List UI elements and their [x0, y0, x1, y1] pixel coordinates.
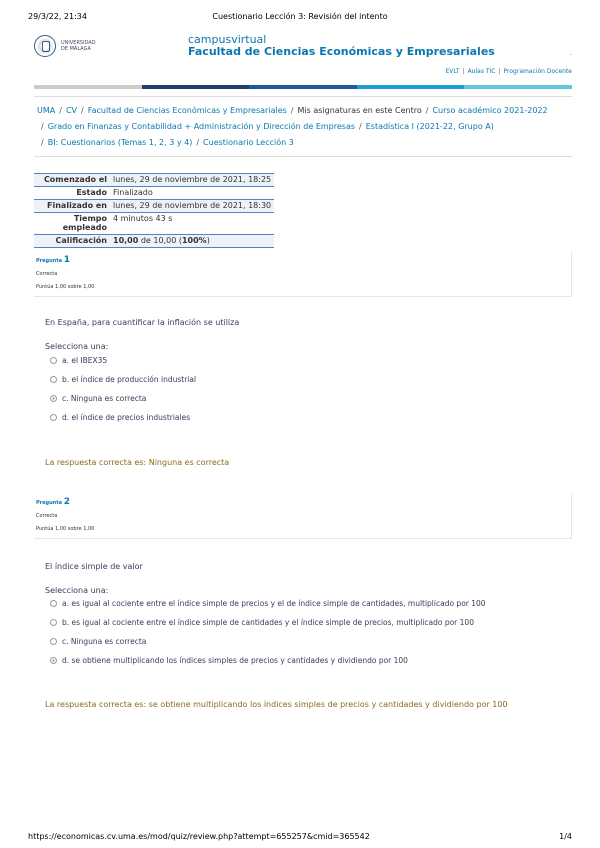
breadcrumb-item[interactable]: BI: Cuestionarios (Temas 1, 2, 3 y 4): [47, 138, 193, 147]
link-aulas-tic[interactable]: Aulas TIC: [467, 68, 496, 75]
print-page-number: 1/4: [559, 832, 572, 841]
faculty-name[interactable]: Facultad de Ciencias Económicas y Empresariales: [188, 45, 495, 58]
color-bar-segment: [249, 85, 357, 89]
color-bar-segment: [34, 85, 142, 89]
breadcrumb-item[interactable]: Grado en Finanzas y Contabilidad + Administración y Dirección de Empresas: [47, 122, 356, 131]
table-row: Finalizado en lunes, 29 de noviembre de 2021, 18:30: [34, 200, 274, 213]
site-header: UNIVERSIDAD DE MÁLAGA campusvirtual Facultad de Ciencias Económicas y Empresariales .: [34, 33, 572, 73]
breadcrumb-item: Mis asignaturas en este Centro: [297, 106, 422, 115]
question-prompt: Selecciona una:: [45, 586, 109, 595]
question-text: En España, para cuantificar la inflación se utiliza: [45, 318, 240, 327]
radio-checked-icon[interactable]: [50, 395, 57, 402]
question-info: [34, 251, 572, 297]
radio-icon[interactable]: [50, 357, 57, 364]
correct-answer-feedback: La respuesta correcta es: Ninguna es correcta: [45, 458, 230, 467]
color-bar-segment: [357, 85, 465, 89]
top-links: EVLT | Aulas TIC | Programación Docente: [445, 68, 572, 75]
link-evlt[interactable]: EVLT: [445, 68, 460, 75]
correct-answer-feedback: La respuesta correcta es: se obtiene multiplicando los índices simples de precios y cantidades y dividiendo por 100: [45, 700, 508, 709]
question-grade: Puntúa 1,00 sobre 1,00: [36, 526, 95, 532]
university-logo[interactable]: UNIVERSIDAD DE MÁLAGA: [34, 35, 96, 57]
radio-icon[interactable]: [50, 619, 57, 626]
radio-icon[interactable]: [50, 638, 57, 645]
answer-option[interactable]: c. Ninguna es correcta: [50, 637, 146, 646]
question-info: [34, 493, 572, 539]
radio-icon[interactable]: [50, 600, 57, 607]
breadcrumb-item[interactable]: CV: [65, 106, 77, 115]
print-url: https://economicas.cv.uma.es/mod/quiz/review.php?attempt=655257&cmid=365542: [28, 832, 370, 841]
site-name[interactable]: campusvirtual: [188, 33, 267, 46]
table-row: Calificación 10,00 de 10,00 (100%): [34, 235, 274, 248]
question-grade: Puntúa 1,00 sobre 1,00: [36, 284, 95, 290]
breadcrumb-item[interactable]: Estadística I (2021-22, Grupo A): [365, 122, 494, 131]
radio-icon[interactable]: [50, 414, 57, 421]
color-bar-segment: [142, 85, 250, 89]
question-state: Correcta: [36, 513, 58, 519]
breadcrumb: UMA / CV / Facultad de Ciencias Económicas y Empresariales / Mis asignaturas en este Centro / Curso académico 2021-2022 / Grado en Finanzas y Contabilidad + Administración y Dirección de Empresas / Estadística I (2021-22, Grupo A) / BI: Cuestionarios (Temas 1, 2, 3 y 4) / Cuestionario Lección 3: [34, 96, 572, 157]
breadcrumb-item[interactable]: Facultad de Ciencias Económicas y Empresariales: [87, 106, 287, 115]
color-bar-segment: [464, 85, 572, 89]
question-number: Pregunta 1: [36, 255, 70, 265]
radio-icon[interactable]: [50, 376, 57, 383]
answer-option[interactable]: d. se obtiene multiplicando los índices simples de precios y cantidades y dividiendo por 100: [50, 656, 408, 665]
print-date: 29/3/22, 21:34: [28, 12, 87, 21]
question-number: Pregunta 2: [36, 497, 70, 507]
answer-option[interactable]: d. el índice de precios industriales: [50, 413, 190, 422]
answer-option[interactable]: b. es igual al cociente entre el índice simple de cantidades y el índice simple de precios, multiplicado por 100: [50, 618, 474, 627]
breadcrumb-item[interactable]: UMA: [37, 106, 56, 115]
table-row: Tiempo empleado 4 minutos 43 s: [34, 213, 274, 235]
breadcrumb-item[interactable]: Cuestionario Lección 3: [203, 138, 294, 147]
question-text: El índice simple de valor: [45, 562, 143, 571]
question-prompt: Selecciona una:: [45, 342, 109, 351]
link-programacion-docente[interactable]: Programación Docente: [503, 68, 572, 75]
breadcrumb-item[interactable]: Curso académico 2021-2022: [432, 106, 548, 115]
attempt-summary-table: [34, 173, 274, 248]
radio-checked-icon[interactable]: [50, 657, 57, 664]
print-title: Cuestionario Lección 3: Revisión del intento: [212, 12, 388, 21]
table-row: Comenzado el lunes, 29 de noviembre de 2021, 18:25: [34, 174, 274, 187]
answer-option[interactable]: a. el IBEX35: [50, 356, 107, 365]
answer-option[interactable]: b. el índice de producción industrial: [50, 375, 196, 384]
answer-option[interactable]: a. es igual al cociente entre el índice simple de precios y el de índice simple de cantidades, multiplicado por 100: [50, 599, 486, 608]
university-seal-icon: [34, 35, 56, 57]
answer-option[interactable]: c. Ninguna es correcta: [50, 394, 146, 403]
header-color-bar: [34, 85, 572, 89]
table-row: Estado Finalizado: [34, 187, 274, 200]
question-state: Correcta: [36, 271, 58, 277]
